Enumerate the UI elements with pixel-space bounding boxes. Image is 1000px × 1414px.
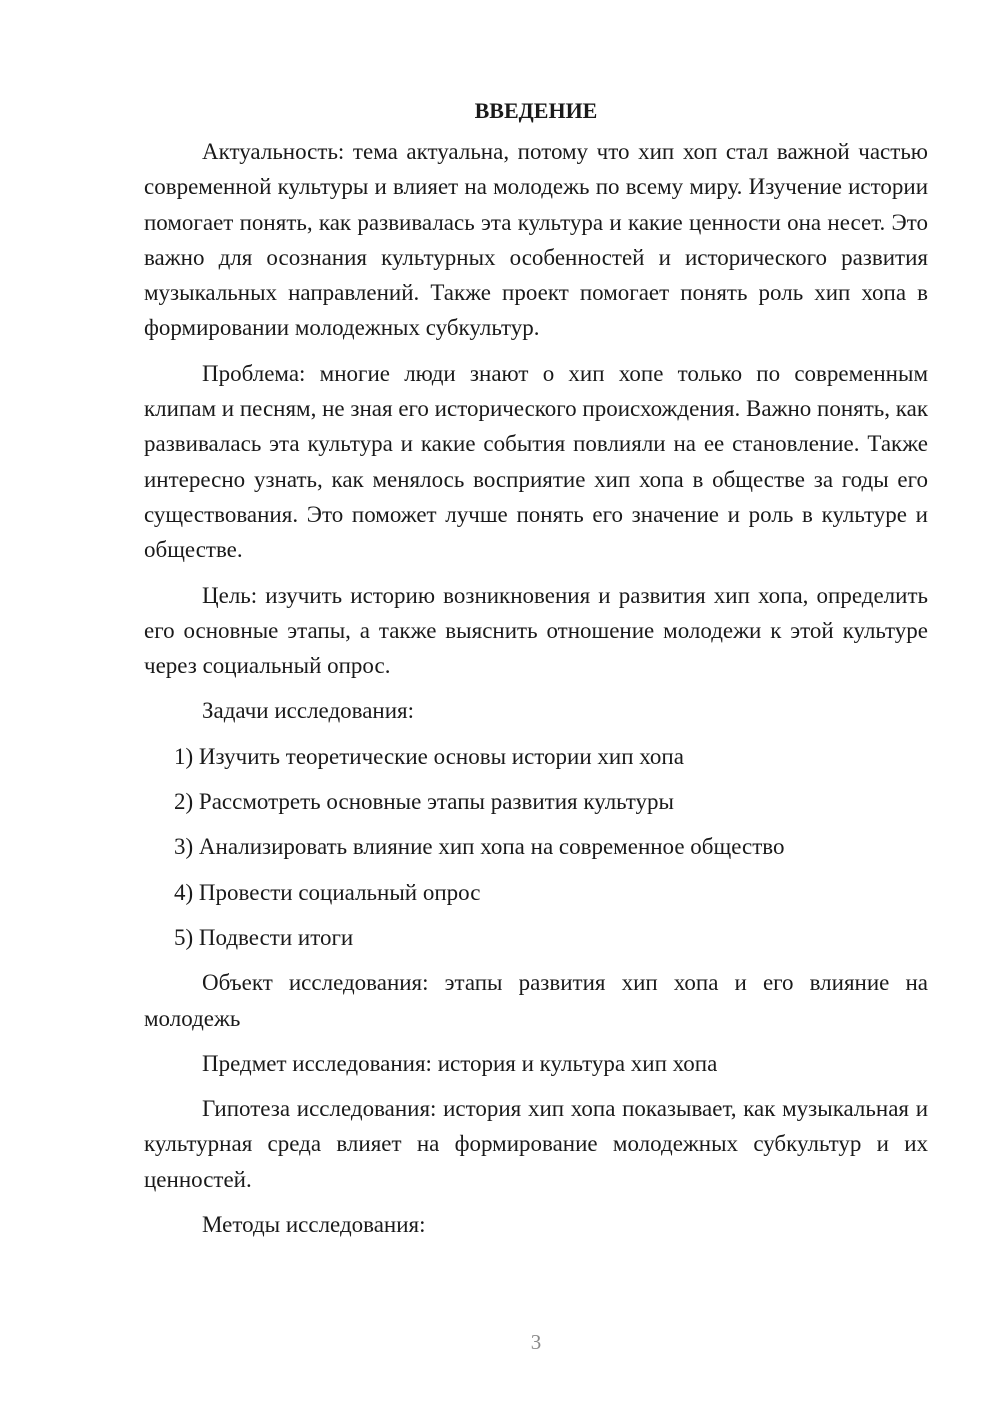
goal-paragraph: Цель: изучить историю возникновения и развития хип хопа, определить его основные этапы, а также выяснить отношение молодежи к этой культуре через социальный опрос. [144, 582, 928, 679]
list-item: 5) Подвести итоги [174, 924, 354, 950]
list-item: 4) Провести социальный опрос [174, 879, 481, 905]
document-page [144, 96, 928, 1242]
problem-paragraph: Проблема: многие люди знают о хип хопе только по современным клипам и песням, не зная его исторического происхождения. Важно понять, как развивалась эта культура и какие события повлияли на ее становление. Также интересно узнать, как менялось восприятие хип хопа в обществе за годы его существования. Это поможет лучше понять его значение и роль в культуре и обществе. [144, 360, 928, 563]
hypothesis-paragraph: Гипотеза исследования: история хип хопа показывает, как музыкальная и культурная среда влияет на формирование молодежных субкультур и их ценностей. [144, 1096, 928, 1192]
list-item: 3) Анализировать влияние хип хопа на современное общество [174, 834, 785, 860]
object-paragraph: Объект исследования: этапы развития хип хопа и его влияние на молодежь [144, 970, 928, 1031]
relevance-paragraph: Актуальность: тема актуальна, потому что хип хоп стал важной частью современной культуры и влияет на молодежь по всему миру. Изучение истории помогает понять, как развивалась эта культура и какие ценности она несет. Это важно для осознания культурных особенностей и исторического развития музыкальных направлений. Также проект помогает понять роль хип хопа в формировании молодежных субкультур. [144, 139, 928, 341]
subject-paragraph: Предмет исследования: история и культура хип хопа [202, 1050, 718, 1076]
page-number: 3 [530, 1330, 542, 1354]
list-item: 2) Рассмотреть основные этапы развития культуры [174, 789, 674, 815]
page-title: ВВЕДЕНИЕ [474, 98, 598, 123]
methods-title: Методы исследования: [202, 1212, 426, 1238]
list-item: 1) Изучить теоретические основы истории хип хопа [174, 743, 684, 769]
tasks-title: Задачи исследования: [202, 698, 415, 724]
